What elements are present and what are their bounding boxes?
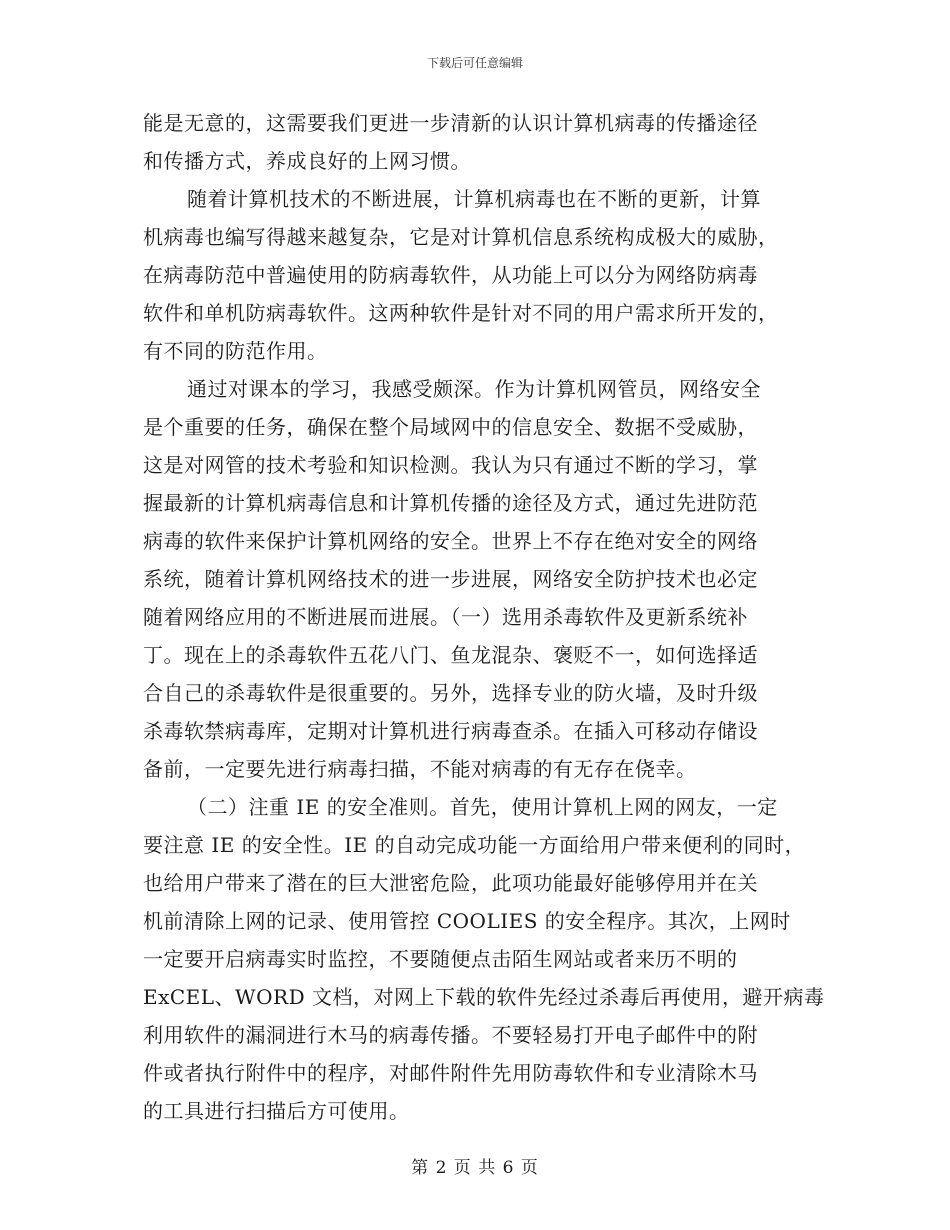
text-line: 要注意 IE 的安全性。IE 的自动完成功能一方面给用户带来便利的同时， <box>143 833 806 857</box>
text-line: 一定要开启病毒实时监控，不要随便点击陌生网站或者来历不明的 <box>143 947 738 971</box>
text-line: 件或者执行附件中的程序，对邮件附件先用防毒软件和专业清除木马 <box>143 1061 758 1085</box>
text-line: 杀毒软禁病毒库，定期对计算机进行病毒查杀。在插入可移动存储设 <box>143 719 758 743</box>
text-line: 这是对网管的技术考验和知识检测。我认为只有通过不断的学习，掌 <box>143 453 758 477</box>
page-header: 下载后可任意编辑 <box>426 56 523 70</box>
page-number-footer: 第 2 页 共 6 页 <box>411 1158 539 1178</box>
text-line: 病毒的软件来保护计算机网络的安全。世界上不存在绝对安全的网络 <box>143 529 758 553</box>
text-line: 合自己的杀毒软件是很重要的。另外，选择专业的防火墙，及时升级 <box>143 681 758 705</box>
text-line: （二）注重 IE 的安全准则。首先，使用计算机上网的网友，一定 <box>187 795 778 819</box>
text-line: ExCEL、WORD 文档，对网上下载的软件先经过杀毒后再使用，避开病毒 <box>143 985 825 1009</box>
text-line: 随着网络应用的不断进展而进展。（一）选用杀毒软件及更新系统补 <box>143 605 748 629</box>
text-line: 系统，随着计算机网络技术的进一步进展，网络安全防护技术也必定 <box>143 567 758 591</box>
text-line: 和传播方式，养成良好的上网习惯。 <box>143 149 471 173</box>
text-line: 有不同的防范作用。 <box>143 339 328 363</box>
text-line: 备前，一定要先进行病毒扫描，不能对病毒的有无存在侥幸。 <box>143 757 697 781</box>
text-line: 也给用户带来了潜在的巨大泄密危险，此项功能最好能够停用并在关 <box>143 871 758 895</box>
text-line: 通过对课本的学习，我感受颇深。作为计算机网管员，网络安全 <box>187 377 761 401</box>
document-body <box>143 104 825 1130</box>
text-line: 机前清除上网的记录、使用管控 COOLIES 的安全程序。其次，上网时 <box>143 909 791 933</box>
text-line: 丁。现在上的杀毒软件五花八门、鱼龙混杂、褒贬不一，如何选择适 <box>143 643 758 667</box>
text-line: 机病毒也编写得越来越复杂，它是对计算机信息系统构成极大的威胁， <box>143 225 779 249</box>
text-line: 软件和单机防病毒软件。这两种软件是针对不同的用户需求所开发的， <box>143 301 779 325</box>
text-line: 随着计算机技术的不断进展，计算机病毒也在不断的更新，计算 <box>187 187 761 211</box>
text-line: 握最新的计算机病毒信息和计算机传播的途径及方式，通过先进防范 <box>143 491 758 515</box>
text-line: 是个重要的任务，确保在整个局域网中的信息安全、数据不受威胁， <box>143 415 758 439</box>
text-line: 能是无意的，这需要我们更进一步清新的认识计算机病毒的传播途径 <box>143 111 758 135</box>
text-line: 的工具进行扫描后方可使用。 <box>143 1099 410 1123</box>
text-line: 在病毒防范中普遍使用的防病毒软件，从功能上可以分为网络防病毒 <box>143 263 758 287</box>
text-line: 利用软件的漏洞进行木马的病毒传播。不要轻易打开电子邮件中的附 <box>143 1023 758 1047</box>
